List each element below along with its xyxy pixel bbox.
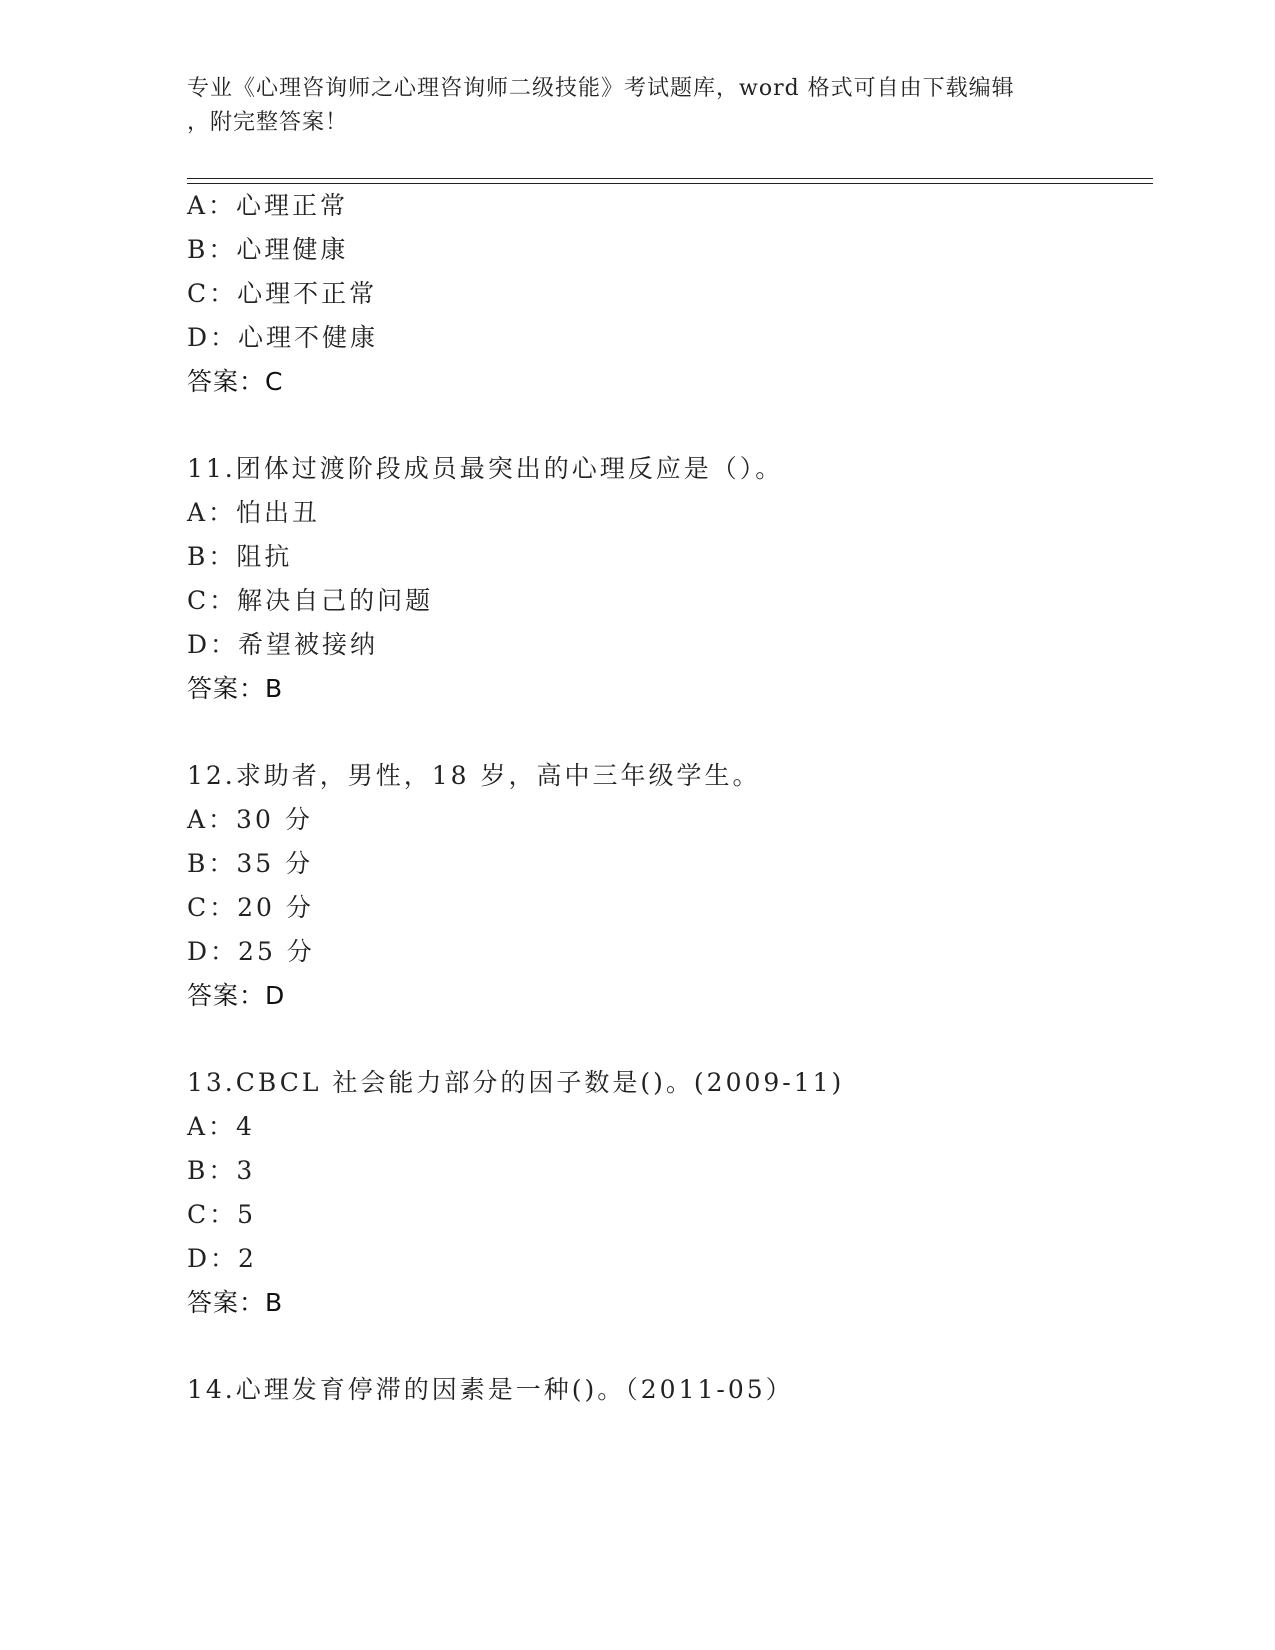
q13-option-d: D：2 bbox=[187, 1244, 257, 1273]
q13-answer: 答案：B bbox=[187, 1288, 284, 1317]
q11-option-a: A：怕出丑 bbox=[187, 498, 321, 527]
q12-option-a: A：30 分 bbox=[187, 805, 313, 834]
q11-answer: 答案：B bbox=[187, 674, 284, 703]
q10-option-a: A：心理正常 bbox=[187, 191, 349, 220]
q11-option-b: B：阻抗 bbox=[187, 542, 293, 571]
header-line-1: 专业《心理咨询师之心理咨询师二级技能》考试题库，word 格式可自由下载编辑 bbox=[187, 76, 1015, 101]
header-line-2: ，附完整答案！ bbox=[187, 110, 349, 135]
q14-question: 14.心理发育停滞的因素是一种()。（2011-05） bbox=[187, 1375, 794, 1404]
q10-option-b: B：心理健康 bbox=[187, 235, 349, 264]
q11-option-c: C：解决自己的问题 bbox=[187, 586, 434, 615]
q12-answer: 答案：D bbox=[187, 981, 286, 1010]
q12-option-b: B：35 分 bbox=[187, 849, 314, 878]
q12-option-c: C：20 分 bbox=[187, 893, 314, 922]
q13-option-c: C：5 bbox=[187, 1200, 257, 1229]
q10-option-c: C：心理不正常 bbox=[187, 279, 378, 308]
q10-option-d: D：心理不健康 bbox=[187, 323, 379, 352]
header-divider-top bbox=[187, 178, 1153, 179]
q13-option-b: B：3 bbox=[187, 1156, 256, 1185]
q13-question: 13.CBCL 社会能力部分的因子数是()。(2009-11) bbox=[187, 1068, 845, 1097]
header-divider-bottom bbox=[187, 183, 1153, 184]
q12-option-d: D：25 分 bbox=[187, 937, 315, 966]
document-header bbox=[187, 72, 1087, 140]
q13-option-a: A：4 bbox=[187, 1112, 255, 1141]
q11-question: 11.团体过渡阶段成员最突出的心理反应是（）。 bbox=[187, 454, 784, 483]
q10-answer: 答案：C bbox=[187, 367, 284, 396]
q11-option-d: D：希望被接纳 bbox=[187, 630, 379, 659]
q12-question: 12.求助者，男性，18 岁，高中三年级学生。 bbox=[187, 761, 761, 790]
